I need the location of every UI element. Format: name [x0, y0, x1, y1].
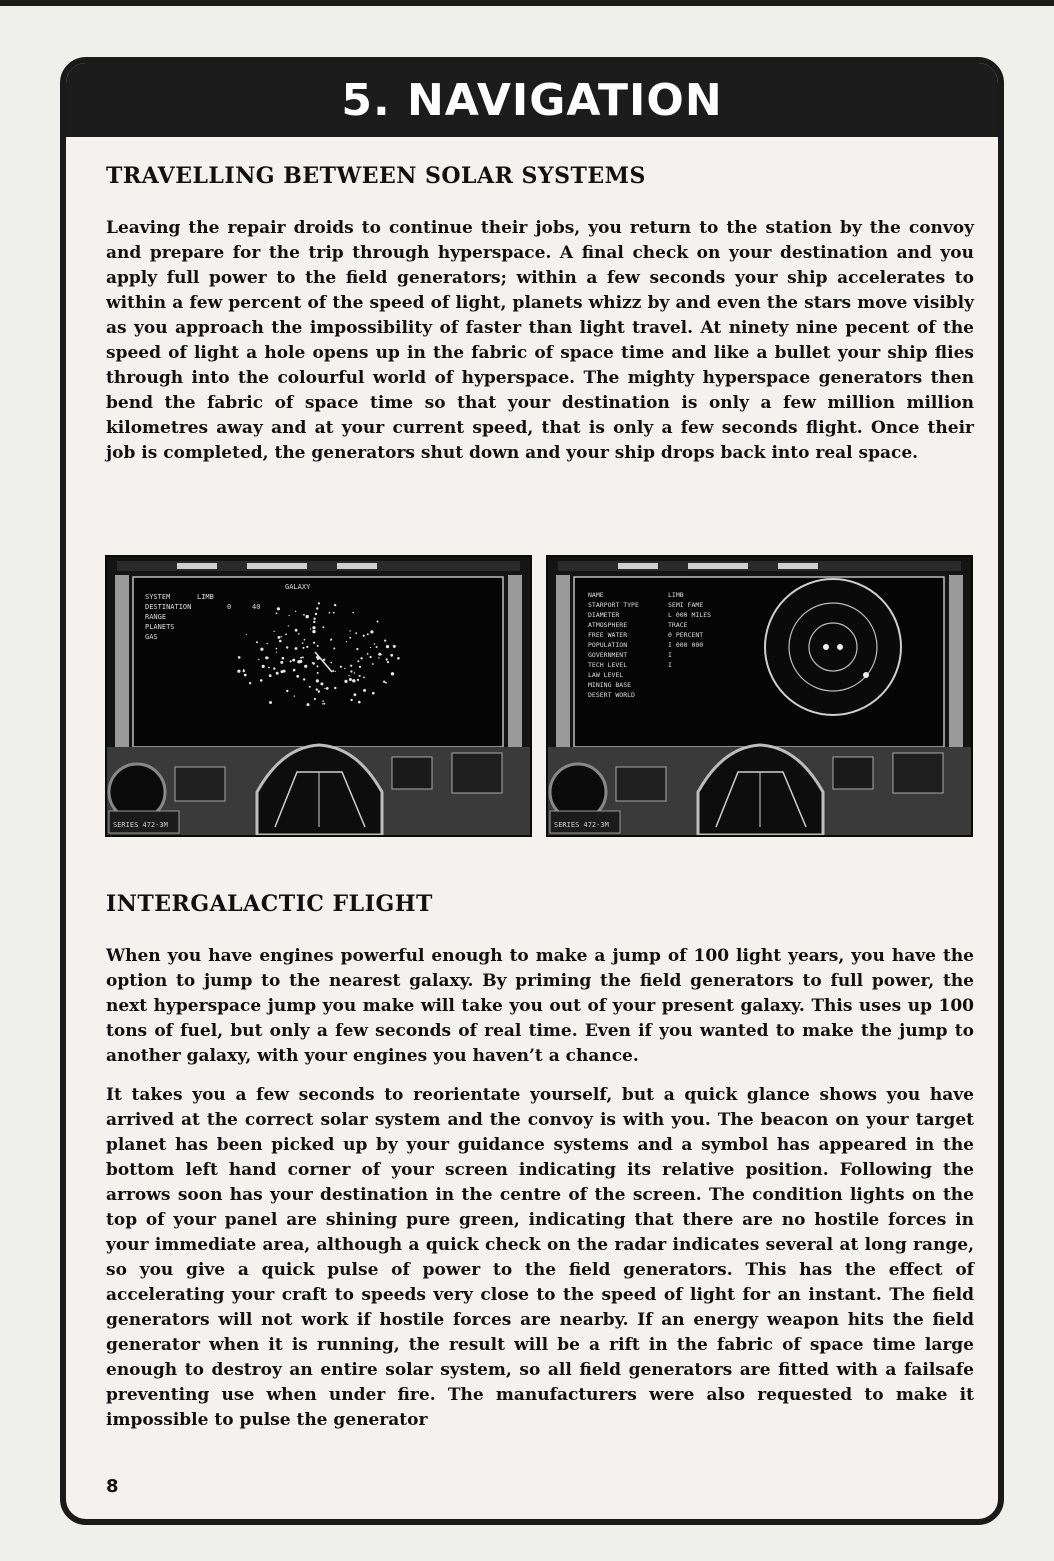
star [334, 604, 336, 606]
star [312, 630, 315, 633]
paragraph-intergalactic-2: It takes you a few seconds to reorientate yourself, but a quick glance shows you have arrived at the correct solar system and the convoy is with you. The beacon on your target planet has been picked up by your guidance systems and a symbol has appeared in the bottom left hand corner of your screen indicating its relative position. Following the arrows soon has your destination in the centre of the screen. The condition lights on the top of your panel are shining pure green, indicating that there are no hostile forces in your immediate area, although a quick check on the radar indicates several at long range, so you give a quick pulse of power to the field generators. This has the effect of accelerating your craft to speeds very close to the speed of light for an instant. The field generators will not work if hostile forces are nearby. If an energy weapon hits the field generator when it is running, the result will be a rift in the fabric of space time large enough to destroy an entire solar system, so all field generators are fitted with a failsafe preventing use when under fire. The manufacturers were also requested to make it impossible to pulse the generator [106, 1085, 974, 1430]
star [332, 670, 334, 672]
star [387, 661, 389, 663]
orbit-radar [765, 579, 901, 715]
star [318, 602, 320, 604]
star [295, 629, 298, 632]
paragraph-intergalactic-1: When you have engines powerful enough to make a jump of 100 light years, you have the option to jump to the nearest galaxy. By priming the field generators to full power, the next hyperspace jump you make will take you out of your present galaxy. This uses up 100 tons of fuel, but only a few seconds of real time. Even if you wanted to make the jump to another galaxy, with your engines you haven’t a chance. [106, 946, 974, 1066]
galaxy-value-range: 40 [252, 603, 261, 611]
star [317, 645, 319, 647]
system-label: POPULATION [588, 641, 628, 649]
star [359, 675, 361, 677]
galaxy-map-illustration [107, 557, 530, 835]
galaxy-map-screenshot [105, 555, 532, 837]
star [334, 687, 336, 689]
star [363, 689, 366, 692]
star [276, 652, 277, 653]
star [293, 669, 296, 672]
star [302, 642, 304, 644]
star [312, 626, 315, 629]
section-heading-travelling: TRAVELLING BETWEEN SOLAR SYSTEMS [106, 163, 646, 189]
star [370, 647, 371, 648]
star [312, 662, 313, 663]
star [244, 674, 247, 677]
star [333, 612, 335, 614]
star [313, 642, 315, 644]
star [350, 665, 352, 667]
star [310, 628, 311, 629]
galaxy-label-gas: GAS [145, 633, 158, 641]
star [289, 615, 290, 616]
galaxy-label-destination: DESTINATION [145, 603, 192, 611]
star [286, 646, 288, 648]
star [276, 672, 279, 675]
star [269, 701, 272, 704]
star [322, 626, 324, 628]
star [376, 646, 378, 648]
star [256, 641, 258, 643]
star [316, 679, 319, 682]
star [378, 657, 379, 658]
star [260, 648, 263, 651]
star [281, 670, 284, 673]
star [309, 686, 311, 688]
star [280, 661, 283, 664]
star [260, 679, 263, 682]
system-info-screenshot [546, 555, 973, 837]
star [360, 657, 362, 659]
star [268, 667, 270, 669]
star [290, 660, 292, 662]
star [383, 681, 385, 683]
system-label: DIAMETER [588, 611, 620, 619]
star [304, 665, 307, 668]
star [350, 699, 352, 701]
galaxy-label-system: SYSTEM [145, 593, 171, 601]
star [243, 669, 244, 670]
star [317, 672, 319, 674]
star [350, 670, 352, 672]
star [276, 612, 278, 614]
star [295, 647, 298, 650]
star [393, 645, 396, 648]
star [344, 668, 345, 669]
star [357, 679, 359, 681]
star [298, 633, 300, 635]
star [397, 657, 400, 660]
system-value: I [668, 661, 672, 669]
star [326, 687, 329, 690]
star [331, 662, 333, 664]
star [315, 613, 317, 615]
system-label: GOVERNMENT [588, 651, 628, 659]
galaxy-value-destination: 0 [227, 603, 232, 611]
star [367, 633, 369, 635]
star [346, 641, 347, 642]
star [333, 648, 335, 650]
star [314, 698, 316, 700]
star [265, 657, 267, 659]
star [385, 682, 387, 684]
page-frame [60, 57, 1004, 1525]
system-label: DESERT WORLD [588, 691, 635, 699]
star [374, 643, 376, 645]
screenshot-pair [105, 555, 973, 837]
star [273, 631, 274, 632]
star [318, 690, 320, 692]
star [303, 647, 305, 649]
star [306, 615, 309, 618]
star [304, 639, 306, 641]
star [306, 646, 308, 648]
star [307, 703, 310, 706]
galaxy-value-system: LIMB [197, 593, 214, 601]
star [370, 656, 372, 658]
system-value: I [668, 651, 672, 659]
system-series-plate: SERIES 472-3M [554, 821, 609, 829]
star [348, 675, 349, 676]
star [300, 657, 302, 659]
star [386, 658, 388, 660]
star [386, 645, 389, 648]
galaxy-header: GALAXY [285, 583, 311, 591]
system-label: TECH LEVEL [588, 661, 628, 669]
star [324, 688, 325, 689]
star [316, 607, 318, 609]
system-info-illustration [548, 557, 971, 835]
star [303, 614, 305, 616]
star [391, 672, 394, 675]
star [363, 677, 365, 679]
page-number: 8 [106, 1476, 119, 1497]
star [354, 672, 355, 673]
star [295, 611, 296, 612]
star [286, 690, 288, 692]
top-edge-rule [0, 0, 1054, 6]
star [352, 679, 355, 682]
star [355, 632, 357, 634]
star [367, 653, 369, 655]
star [349, 637, 351, 639]
star [317, 665, 319, 667]
star [324, 703, 326, 705]
star [249, 682, 251, 684]
system-label: NAME [588, 591, 604, 599]
system-value: TRACE [668, 621, 688, 629]
star [279, 640, 282, 643]
star [303, 678, 305, 680]
star [335, 671, 336, 672]
system-label: LAW LEVEL [588, 671, 624, 679]
system-label: FREE WATER [588, 631, 628, 639]
star [246, 634, 247, 635]
star [269, 674, 272, 677]
star [316, 688, 318, 690]
star [276, 648, 278, 650]
star [390, 654, 393, 657]
star [258, 659, 259, 660]
paragraph-travelling: Leaving the repair droids to continue their jobs, you return to the station by the convoy and prepare for the trip through hyperspace. A final check on your destination and you apply full power to the field generators; within a few seconds your ship accelerates to within a few percent of the speed of light, planets whizz by and even the stars move visibly as you approach the impossibility of faster than light travel. At ninety nine pecent of the speed of light a hole opens up in the fabric of space time and like a bullet your ship flies through into the colourful world of hyperspace. The mighty hyperspace generators then bend the fabric of space time so that your destination is only a few million million kilometres away and at your current speed, that is only a few seconds flight. Once their job is completed, the generators shut down and your ship drops back into real space. [106, 218, 974, 463]
star [313, 621, 315, 623]
chapter-banner [66, 63, 998, 137]
star [322, 700, 324, 702]
star [372, 663, 374, 665]
system-value: 0 PERCENT [668, 631, 704, 639]
star [322, 703, 323, 704]
star [282, 657, 285, 660]
star [299, 660, 302, 663]
star [363, 635, 365, 637]
star [281, 636, 282, 637]
galaxy-series-plate: SERIES 472-3M [113, 821, 168, 829]
star [349, 630, 350, 631]
star [288, 625, 289, 626]
star [357, 660, 359, 662]
star [344, 680, 347, 683]
star [262, 665, 265, 668]
star [359, 666, 361, 668]
star [323, 659, 325, 661]
star [384, 640, 386, 642]
system-value: SEMI FAME [668, 601, 704, 609]
star [377, 621, 379, 623]
star [313, 618, 315, 620]
star [380, 654, 382, 656]
chapter-title: 5. NAVIGATION [341, 74, 723, 126]
star [238, 656, 241, 659]
star [237, 670, 240, 673]
star [296, 675, 299, 678]
galaxy-label-planets: PLANETS [145, 623, 175, 631]
star [349, 678, 352, 681]
galaxy-label-range: RANGE [145, 613, 167, 621]
star [302, 657, 304, 659]
star [354, 693, 357, 696]
star [340, 666, 342, 668]
star [352, 612, 354, 614]
star [294, 695, 295, 696]
system-value: LIMB [668, 591, 684, 599]
star [292, 659, 295, 662]
star [266, 643, 268, 645]
star [321, 683, 323, 685]
star [285, 633, 287, 635]
star [372, 692, 375, 695]
star [358, 701, 361, 704]
star [277, 607, 280, 610]
system-label: STARPORT TYPE [588, 601, 639, 609]
star [356, 648, 358, 650]
star [370, 630, 373, 633]
star [330, 639, 332, 641]
star [329, 612, 331, 614]
system-value: I 000 000 [668, 641, 704, 649]
star [273, 667, 275, 669]
star [278, 636, 281, 639]
section-heading-intergalactic: INTERGALACTIC FLIGHT [106, 891, 433, 917]
system-label: ATMOSPHERE [588, 621, 628, 629]
system-value: L 000 MILES [668, 611, 712, 619]
system-label: MINING BASE [588, 681, 632, 689]
